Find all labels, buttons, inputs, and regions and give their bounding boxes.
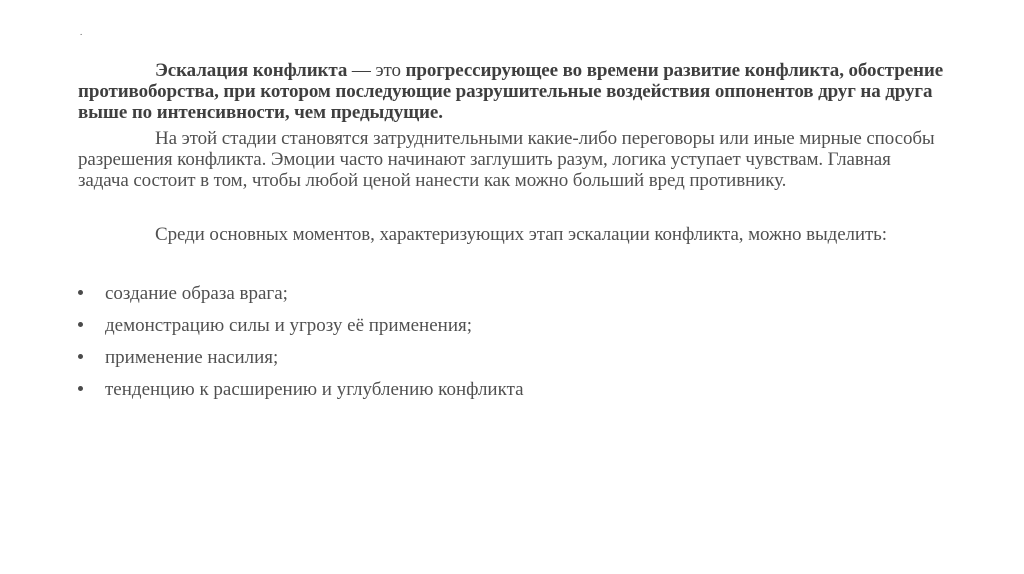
bullet-dot-icon [78,354,83,359]
definition-connector: — это [347,60,406,81]
bullet-dot-icon [78,322,83,327]
bullet-text: демонстрацию силы и угрозу её применения; [105,315,473,336]
bullet-dot-icon [78,290,83,295]
top-mark: . [80,27,83,37]
definition-text: прогрессирующее во времени развитие конфликта, обострение противоборства, при котором последующие разрушительные воздействия оппонентов друг на друга выше по интенсивности, чем предыдущие. [78,60,944,123]
moments-paragraph: Среди основных моментов, характеризующих этап эскалации конфликта, можно выделить: [155,224,887,245]
definition-paragraph [78,60,958,123]
bullet-text: создание образа врага; [105,283,288,304]
bullet-dot-icon [78,386,83,391]
stage-paragraph: На этой стадии становятся затруднительными какие-либо переговоры или иные мирные способы разрешения конфликта. Эмоции часто начинают заглушить разум, логика уступает чувствам. Главная задача состоит в том, чтобы любой ценой нанести как можно больший вред противнику. [78,128,935,191]
definition-term: Эскалация конфликта [155,60,348,81]
bullet-text: тенденцию к расширению и углублению конфликта [105,379,524,400]
bullet-text: применение насилия; [105,347,279,368]
